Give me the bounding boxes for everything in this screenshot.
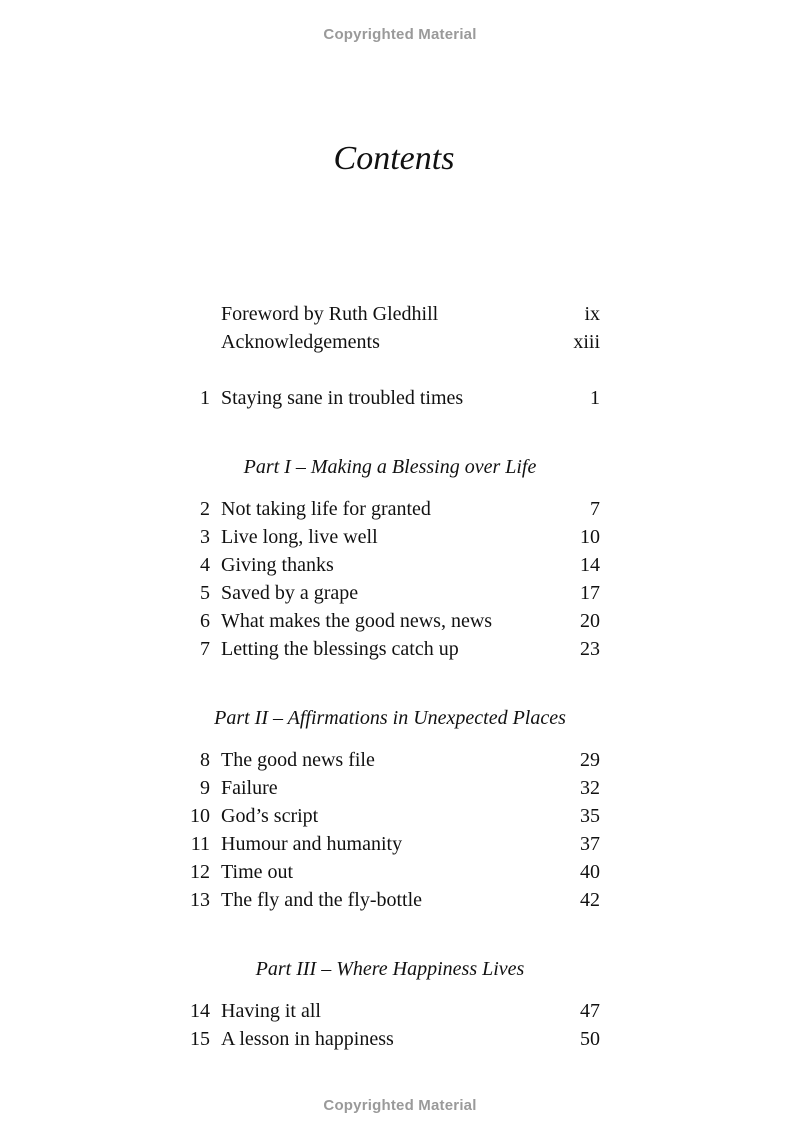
toc-entry-page: 1 (590, 387, 600, 409)
toc-chapter-7[interactable] (0, 635, 800, 663)
toc-chapter-6[interactable] (0, 607, 800, 635)
toc-entry-title: A lesson in happiness (221, 1028, 394, 1050)
toc-entry-page: 10 (580, 526, 600, 548)
toc-entry-title: Live long, live well (221, 526, 378, 548)
toc-entry-title: Staying sane in troubled times (221, 387, 464, 409)
part-heading-3: Part III – Where Happiness Lives (255, 958, 525, 980)
toc-front-matter-acknowledgements[interactable] (0, 328, 800, 356)
toc-entry-title: Acknowledgements (221, 331, 380, 353)
toc-chapter-number: 12 (190, 861, 210, 883)
toc-chapter-4[interactable] (0, 551, 800, 579)
toc-entry-title: Failure (221, 777, 278, 799)
toc-entry-page: 42 (580, 889, 600, 911)
toc-entry-page: 23 (580, 638, 600, 660)
toc-entry-title: The fly and the fly-bottle (221, 889, 423, 911)
toc-entry-page: 32 (580, 777, 600, 799)
toc-chapter-number: 11 (190, 833, 210, 855)
toc-entry-title: Giving thanks (221, 554, 334, 576)
part-heading-2: Part II – Affirmations in Unexpected Places (214, 707, 566, 729)
toc-chapter-14[interactable] (0, 997, 800, 1025)
toc-entry-page: ix (584, 303, 600, 325)
toc-entry-title: Saved by a grape (221, 582, 359, 604)
toc-chapter-1[interactable] (0, 384, 800, 412)
toc-chapter-5[interactable] (0, 579, 800, 607)
toc-entry-page: 40 (580, 861, 600, 883)
copyright-watermark-bottom: Copyrighted Material (323, 1097, 477, 1114)
toc-chapter-number: 9 (200, 777, 210, 799)
toc-front-matter-foreword[interactable] (0, 300, 800, 328)
toc-entry-title: What makes the good news, news (221, 610, 493, 632)
toc-chapter-15[interactable] (0, 1025, 800, 1053)
toc-chapter-number: 14 (190, 1000, 210, 1022)
toc-chapter-number: 10 (190, 805, 210, 827)
toc-chapter-9[interactable] (0, 774, 800, 802)
toc-chapter-12[interactable] (0, 858, 800, 886)
toc-entry-page: 29 (580, 749, 600, 771)
toc-chapter-11[interactable] (0, 830, 800, 858)
toc-entry-page: 37 (580, 833, 600, 855)
toc-chapter-number: 3 (200, 526, 210, 548)
toc-entry-page: 7 (590, 498, 600, 520)
toc-chapter-3[interactable] (0, 523, 800, 551)
toc-chapter-number: 1 (200, 387, 210, 409)
toc-chapter-8[interactable] (0, 746, 800, 774)
part-heading-1: Part I – Making a Blessing over Life (243, 456, 537, 478)
toc-entry-title: Time out (221, 861, 294, 883)
toc-entry-page: 17 (580, 582, 600, 604)
toc-chapter-number: 5 (200, 582, 210, 604)
toc-entry-page: 14 (580, 554, 600, 576)
toc-entry-page: 47 (580, 1000, 600, 1022)
toc-entry-title: Having it all (221, 1000, 321, 1022)
toc-chapter-13[interactable] (0, 886, 800, 914)
toc-chapter-2[interactable] (0, 495, 800, 523)
copyright-watermark-top: Copyrighted Material (323, 26, 477, 43)
toc-chapter-10[interactable] (0, 802, 800, 830)
toc-entry-page: xiii (573, 331, 600, 353)
toc-chapter-number: 13 (190, 889, 210, 911)
toc-entry-title: Letting the blessings catch up (221, 638, 459, 660)
toc-chapter-number: 4 (200, 554, 210, 576)
toc-entry-page: 20 (580, 610, 600, 632)
toc-chapter-number: 15 (190, 1028, 210, 1050)
toc-chapter-number: 7 (200, 638, 210, 660)
toc-entry-page: 50 (580, 1028, 600, 1050)
toc-entry-title: Not taking life for granted (221, 498, 431, 520)
toc-chapter-number: 6 (200, 610, 210, 632)
toc-chapter-number: 2 (200, 498, 210, 520)
toc-entry-title: Foreword by Ruth Gledhill (221, 303, 439, 325)
page-title: Contents (333, 140, 455, 177)
toc-chapter-number: 8 (200, 749, 210, 771)
toc-entry-page: 35 (580, 805, 600, 827)
toc-entry-title: The good news file (221, 749, 375, 771)
toc-entry-title: God’s script (221, 805, 319, 827)
toc-entry-title: Humour and humanity (221, 833, 403, 855)
